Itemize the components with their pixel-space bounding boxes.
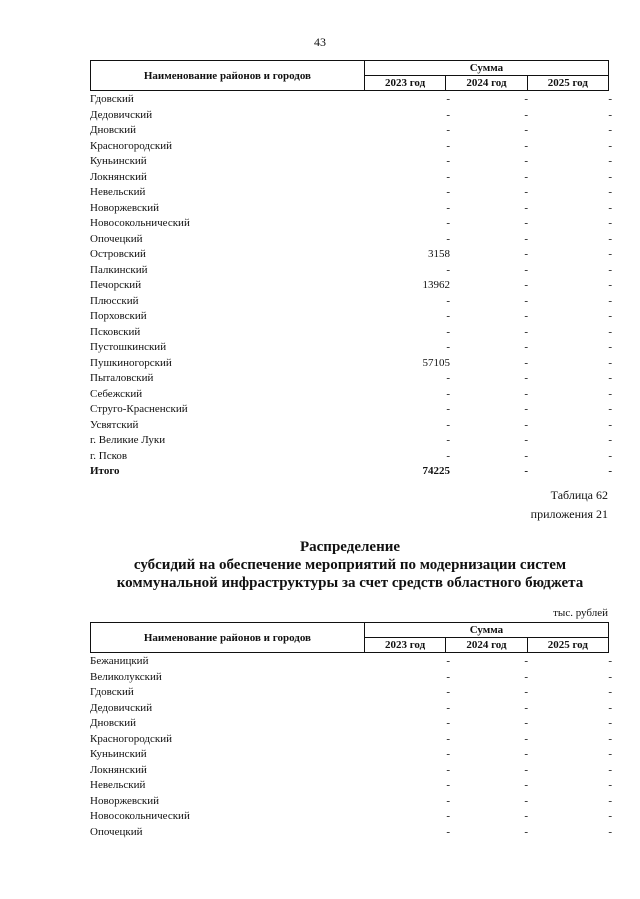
table-row (90, 278, 612, 294)
district-name: Палкинский (90, 263, 148, 276)
value-2024: - (524, 279, 528, 291)
value-2023: - (446, 655, 450, 667)
value-2024: - (524, 748, 528, 760)
value-2023: - (446, 294, 450, 307)
table-row (90, 185, 612, 201)
district-name: Великолукский (90, 670, 162, 683)
value-2025: - (608, 186, 612, 198)
table-row (90, 701, 612, 717)
district-name: Струго-Красненский (90, 403, 188, 415)
title-line-3: коммунальной инфраструктуры за счет средств областного бюджета (116, 575, 584, 591)
value-2023: - (446, 155, 450, 167)
value-2025: - (608, 170, 612, 183)
value-2025: - (608, 294, 612, 307)
district-name: Локнянский (90, 763, 147, 776)
district-name: г. Великие Луки (90, 434, 166, 446)
table-row (90, 139, 612, 155)
district-name: Куньинский (90, 748, 147, 760)
units-label: тыс. рублей (553, 607, 608, 619)
value-2025: - (608, 717, 612, 729)
value-2025: - (608, 655, 612, 667)
table1-header (90, 60, 609, 91)
value-2025: - (608, 779, 612, 791)
value-2025: - (608, 108, 612, 121)
table-row (90, 794, 612, 810)
sum-header: Сумма (364, 623, 608, 638)
value-2023: - (446, 748, 450, 760)
value-2023: - (446, 310, 450, 322)
value-2025: - (608, 93, 612, 105)
value-2023: 57105 (422, 356, 450, 369)
table-row (90, 778, 612, 794)
district-name: Локнянский (90, 170, 147, 183)
table-row (90, 356, 612, 372)
value-2024: - (524, 825, 528, 838)
value-2025: - (608, 686, 612, 698)
district-name: Новоржевский (90, 201, 160, 214)
value-2025: - (608, 263, 612, 276)
value-2024: - (524, 186, 528, 198)
table-row (90, 716, 612, 732)
table2-header (90, 622, 609, 653)
table-row (90, 325, 612, 341)
table-row (90, 685, 612, 701)
value-2024: - (524, 686, 528, 698)
table-row (90, 825, 612, 841)
value-2024: - (524, 810, 528, 822)
district-name: Гдовский (90, 686, 134, 698)
value-2025: - (608, 217, 612, 229)
year-2024-header: 2024 год (446, 76, 527, 91)
value-2023: 3158 (428, 248, 450, 260)
table-row (90, 747, 612, 763)
table-row (90, 809, 612, 825)
value-2025: - (608, 794, 612, 807)
value-2024: - (524, 465, 528, 477)
value-2024: - (524, 794, 528, 807)
value-2025: - (608, 248, 612, 260)
district-name: Опочецкий (90, 232, 143, 245)
value-2024: - (524, 108, 528, 121)
table-row (90, 670, 612, 686)
value-2024: - (524, 155, 528, 167)
value-2023: - (446, 717, 450, 729)
value-2025: - (608, 279, 612, 291)
value-2024: - (524, 170, 528, 183)
value-2024: - (524, 217, 528, 229)
district-name: Порховский (90, 310, 147, 322)
value-2024: - (524, 434, 528, 446)
page-number: 43 (314, 35, 326, 49)
value-2023: - (446, 418, 450, 431)
value-2023: - (446, 825, 450, 838)
district-name: Пыталовский (90, 372, 154, 384)
value-2023: - (446, 217, 450, 229)
table-row (90, 433, 612, 449)
value-2023: - (446, 403, 450, 415)
table-total-row (90, 464, 612, 480)
district-name: Себежский (90, 387, 143, 400)
value-2023: - (446, 670, 450, 683)
value-2023: - (446, 201, 450, 214)
district-name: Новоржевский (90, 794, 160, 807)
value-2024: - (524, 248, 528, 260)
table-row (90, 123, 612, 139)
value-2024: - (524, 732, 528, 745)
value-2024: - (524, 263, 528, 276)
sum-header: Сумма (364, 61, 608, 76)
value-2023: 74225 (422, 465, 450, 477)
table-row (90, 340, 612, 356)
name-column-header: Наименование районов и городов (91, 61, 365, 91)
value-2024: - (524, 139, 528, 152)
value-2025: - (608, 387, 612, 400)
value-2023: - (446, 232, 450, 245)
district-name: Дедовичский (90, 701, 153, 714)
table-row (90, 449, 612, 465)
value-2023: - (446, 434, 450, 446)
value-2025: - (608, 124, 612, 136)
value-2025: - (608, 449, 612, 462)
table-row (90, 247, 612, 263)
table-row (90, 309, 612, 325)
district-name: Дедовичский (90, 108, 153, 121)
district-name: Куньинский (90, 155, 147, 167)
value-2024: - (524, 232, 528, 245)
table-row (90, 387, 612, 403)
district-name: Пустошкинский (90, 341, 167, 353)
value-2023: - (446, 124, 450, 136)
value-2023: 13962 (422, 279, 450, 291)
value-2024: - (524, 387, 528, 400)
title-line-2: субсидий на обеспечение мероприятий по модернизации систем (133, 557, 567, 573)
value-2024: - (524, 670, 528, 683)
value-2025: - (608, 372, 612, 384)
district-name: Плюсский (90, 294, 139, 307)
table-row (90, 418, 612, 434)
value-2025: - (608, 155, 612, 167)
year-2023-header: 2023 год (364, 76, 445, 91)
district-name: Красногородский (90, 139, 173, 152)
value-2023: - (446, 263, 450, 276)
value-2023: - (446, 372, 450, 384)
district-name: Гдовский (90, 93, 134, 105)
table-row (90, 216, 612, 232)
value-2025: - (608, 701, 612, 714)
value-2025: - (608, 748, 612, 760)
year-2025-header: 2025 год (527, 638, 608, 653)
value-2024: - (524, 403, 528, 415)
table-number: Таблица 62 (550, 488, 608, 502)
value-2025: - (608, 763, 612, 776)
table-row (90, 402, 612, 418)
value-2025: - (608, 825, 612, 838)
value-2025: - (608, 356, 612, 369)
table-row (90, 654, 612, 670)
value-2025: - (608, 232, 612, 245)
value-2025: - (608, 434, 612, 446)
value-2023: - (446, 325, 450, 338)
table-row (90, 294, 612, 310)
district-name: Усвятский (90, 418, 139, 431)
year-2025-header: 2025 год (527, 76, 608, 91)
district-name: Островский (90, 248, 146, 260)
value-2023: - (446, 810, 450, 822)
district-name: Новосокольнический (90, 217, 190, 229)
table-row (90, 263, 612, 279)
value-2025: - (608, 139, 612, 152)
value-2024: - (524, 372, 528, 384)
value-2024: - (524, 341, 528, 353)
value-2025: - (608, 465, 612, 477)
table-row (90, 763, 612, 779)
value-2024: - (524, 294, 528, 307)
value-2023: - (446, 139, 450, 152)
value-2025: - (608, 732, 612, 745)
year-2024-header: 2024 год (446, 638, 527, 653)
table-row (90, 92, 612, 108)
table1-body (90, 92, 612, 480)
district-name: Бежаницкий (90, 655, 149, 667)
value-2024: - (524, 201, 528, 214)
value-2024: - (524, 310, 528, 322)
name-column-header: Наименование районов и городов (91, 623, 365, 653)
title-line-1: Распределение (299, 539, 401, 555)
year-2023-header: 2023 год (364, 638, 445, 653)
value-2023: - (446, 686, 450, 698)
table2-body (90, 654, 612, 840)
district-name: Печорский (90, 279, 142, 291)
value-2023: - (446, 794, 450, 807)
value-2024: - (524, 779, 528, 791)
district-name: Опочецкий (90, 825, 143, 838)
table-row (90, 170, 612, 186)
value-2024: - (524, 763, 528, 776)
district-name: Пушкиногорский (90, 356, 172, 369)
value-2024: - (524, 418, 528, 431)
table-row (90, 154, 612, 170)
table-row (90, 232, 612, 248)
value-2023: - (446, 701, 450, 714)
value-2024: - (524, 655, 528, 667)
value-2024: - (524, 449, 528, 462)
value-2025: - (608, 810, 612, 822)
value-2025: - (608, 310, 612, 322)
value-2023: - (446, 170, 450, 183)
district-name: Итого (90, 465, 120, 477)
district-name: Новосокольнический (90, 810, 190, 822)
table-row (90, 201, 612, 217)
district-name: Дновский (90, 124, 137, 136)
value-2025: - (608, 325, 612, 338)
value-2023: - (446, 341, 450, 353)
value-2023: - (446, 779, 450, 791)
value-2025: - (608, 670, 612, 683)
value-2023: - (446, 108, 450, 121)
value-2024: - (524, 93, 528, 105)
value-2024: - (524, 325, 528, 338)
table-row (90, 108, 612, 124)
value-2024: - (524, 701, 528, 714)
district-name: Невельский (90, 779, 146, 791)
district-name: Невельский (90, 186, 146, 198)
table-row (90, 371, 612, 387)
value-2025: - (608, 201, 612, 214)
value-2023: - (446, 186, 450, 198)
value-2025: - (608, 403, 612, 415)
district-name: Псковский (90, 325, 141, 338)
appendix-label: приложения 21 (530, 507, 608, 521)
value-2024: - (524, 356, 528, 369)
value-2025: - (608, 341, 612, 353)
value-2024: - (524, 717, 528, 729)
district-name: Дновский (90, 717, 137, 729)
value-2023: - (446, 732, 450, 745)
value-2024: - (524, 124, 528, 136)
value-2023: - (446, 449, 450, 462)
table-row (90, 732, 612, 748)
district-name: Красногородский (90, 732, 173, 745)
section-title (60, 538, 640, 592)
value-2023: - (446, 387, 450, 400)
value-2023: - (446, 763, 450, 776)
district-name: г. Псков (90, 449, 128, 462)
value-2023: - (446, 93, 450, 105)
value-2025: - (608, 418, 612, 431)
